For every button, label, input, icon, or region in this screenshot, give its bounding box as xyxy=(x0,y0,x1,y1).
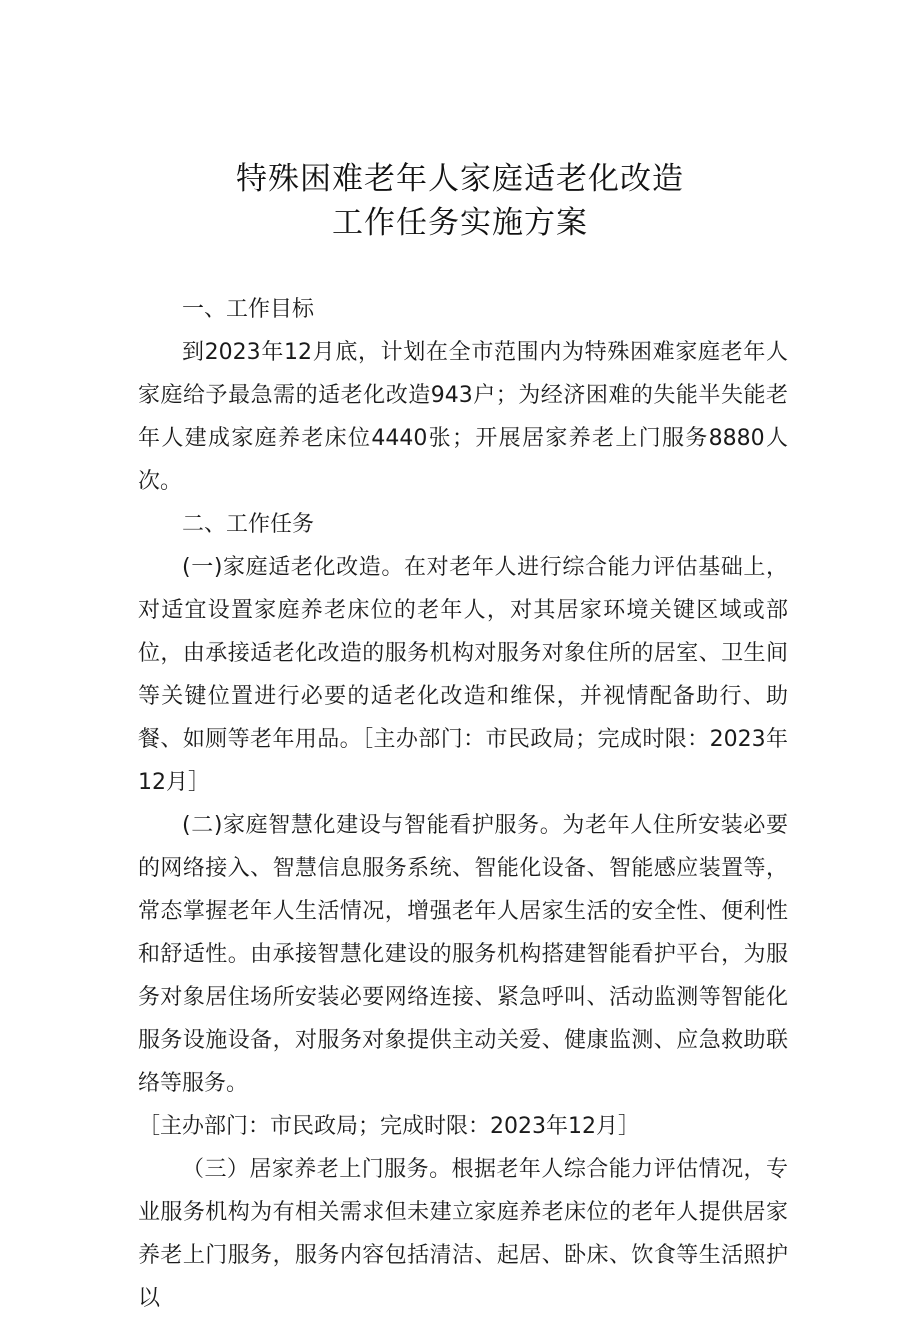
section-heading-tasks: 二、工作任务 xyxy=(182,512,315,537)
document-title-line-1: 特殊困难老年人家庭适老化改造 xyxy=(236,161,684,197)
paragraph-task-2-text: (二)家庭智慧化建设与智能看护服务。为老年人住所安装必要的网络接入、智慧信息服务系统、智能化设备、智能感应装置等，常态掌握老年人生活情况，增强老年人居家生活的安全性、便利性和舒适性。由承接智慧化建设的服务机构搭建智能看护平台，为服务对象居住场所安装必要网络连接、紧急呼叫、活动监测等智能化服务设施设备，对服务对象提供主动关爱、健康监测、应急救助联络等服务。 xyxy=(138,813,788,1096)
paragraph-task-3: （三）居家养老上门服务。根据老年人综合能力评估情况，专业服务机构为有相关需求但未建立家庭养老床位的老年人提供居家养老上门服务，服务内容包括清洁、起居、卧床、饮食等生活照护以 xyxy=(138,1157,788,1311)
paragraph-task-2 xyxy=(138,804,788,1148)
paragraph-goals: 到2023年12月底，计划在全市范围内为特殊困难家庭老年人家庭给予最急需的适老化改造943户；为经济困难的失能半失能老年人建成家庭养老床位4440张；开展居家养老上门服务8880人次。 xyxy=(138,340,788,494)
paragraph-task-1: (一)家庭适老化改造。在对老年人进行综合能力评估基础上，对适宜设置家庭养老床位的老年人，对其居家环境关键区域或部位，由承接适老化改造的服务机构对服务对象住所的居室、卫生间等关键位置进行必要的适老化改造和维保，并视情配备助行、助餐、如厕等老年用品。［主办部门：市民政局；完成时限：2023年12月］ xyxy=(138,555,788,795)
paragraph-task-2-footnote: ［主办部门：市民政局；完成时限：2023年12月］ xyxy=(138,1114,640,1139)
document-title-line-2: 工作任务实施方案 xyxy=(332,205,588,241)
section-heading-goals: 一、工作目标 xyxy=(182,297,315,322)
document-body xyxy=(138,288,788,1320)
